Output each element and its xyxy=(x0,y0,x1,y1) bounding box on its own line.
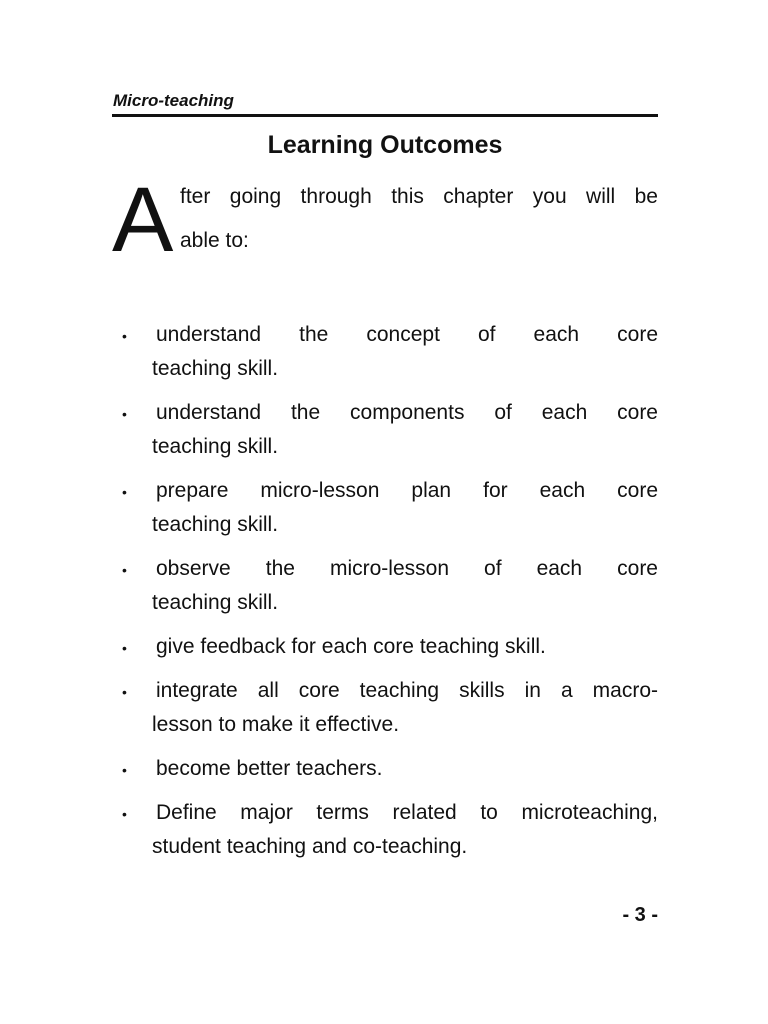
bullet-icon: • xyxy=(122,328,127,344)
intro-line-2: able to: xyxy=(180,229,249,252)
intro-paragraph xyxy=(112,169,658,271)
outcome-line-1: understand the concept of each core xyxy=(156,323,658,346)
bullet-icon: • xyxy=(122,562,127,578)
header-rule xyxy=(112,114,658,117)
bullet-icon: • xyxy=(122,640,127,656)
outcome-line-2: teaching skill. xyxy=(152,435,279,458)
bullet-icon: • xyxy=(122,762,127,778)
bullet-icon: • xyxy=(122,806,127,822)
outcome-line-2: lesson to make it effective. xyxy=(152,713,400,736)
outcome-line-2: teaching skill. xyxy=(152,357,279,380)
outcome-item xyxy=(112,630,658,664)
outcome-line-2: teaching skill. xyxy=(152,513,279,536)
outcome-item xyxy=(112,396,658,464)
outcome-line-2: teaching skill. xyxy=(152,591,279,614)
outcome-item xyxy=(112,474,658,542)
outcome-line-1: observe the micro-lesson of each core xyxy=(156,557,658,580)
outcomes-list xyxy=(112,318,658,874)
bullet-icon: • xyxy=(122,684,127,700)
outcome-item xyxy=(112,318,658,386)
outcome-line-1: understand the components of each core xyxy=(156,401,658,424)
drop-cap: A xyxy=(112,169,174,271)
outcome-line-2: student teaching and co-teaching. xyxy=(152,835,468,858)
running-header: Micro-teaching xyxy=(113,91,234,110)
outcome-line-1: integrate all core teaching skills in a macro- xyxy=(156,679,658,702)
page-number: - 3 - xyxy=(622,904,658,926)
bullet-icon: • xyxy=(122,484,127,500)
outcome-line-1: Define major terms related to microteaching, xyxy=(156,801,658,824)
page-title: Learning Outcomes xyxy=(267,131,503,159)
outcome-item xyxy=(112,674,658,742)
outcome-item xyxy=(112,752,658,786)
outcome-line-1: give feedback for each core teaching skill. xyxy=(156,635,546,658)
outcome-line-1: prepare micro-lesson plan for each core xyxy=(156,479,658,502)
outcome-line-1: become better teachers. xyxy=(156,757,383,780)
bullet-icon: • xyxy=(122,406,127,422)
outcome-item xyxy=(112,796,658,864)
outcome-item xyxy=(112,552,658,620)
intro-line-1: fter going through this chapter you will be xyxy=(180,185,658,208)
